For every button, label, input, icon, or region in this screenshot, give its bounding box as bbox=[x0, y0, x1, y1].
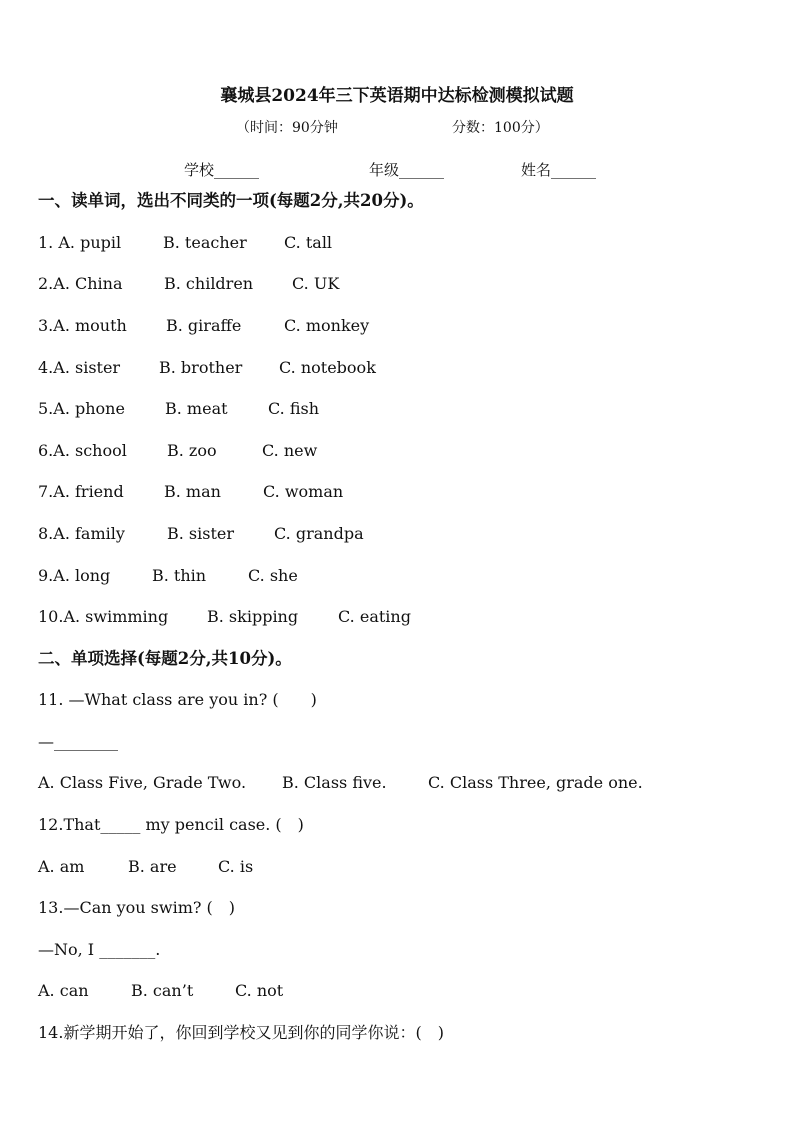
question-option-c: C. notebook bbox=[279, 358, 376, 377]
question-option-c: C. monkey bbox=[284, 316, 370, 335]
question-option-a: A. Class Five, Grade Two. bbox=[38, 773, 247, 792]
question-option-c: C. she bbox=[248, 566, 298, 585]
question-option-a: 8.A. family bbox=[38, 524, 125, 543]
question-option-b: B. skipping bbox=[207, 607, 299, 626]
question-option-b: B. can’t bbox=[131, 981, 194, 1000]
question-option-b: B. giraffe bbox=[166, 316, 242, 335]
answer-line: —No, I _______. bbox=[38, 940, 161, 959]
exam-time: （时间：90分钟 bbox=[236, 120, 338, 136]
question-option-a: 10.A. swimming bbox=[38, 607, 169, 626]
question-option-c: C. not bbox=[235, 981, 284, 1000]
page-title: 襄城县2024年三下英语期中达标检测模拟试题 bbox=[220, 86, 574, 106]
question-option-c: C. tall bbox=[284, 233, 333, 252]
question-option-a: 7.A. friend bbox=[38, 482, 124, 501]
question-option-b: B. man bbox=[164, 482, 221, 501]
question-stem: 13.—Can you swim? ( ) bbox=[38, 898, 236, 917]
section-heading: 一、读单词，选出不同类的一项(每题2分,共20分)。 bbox=[38, 191, 424, 210]
question-option-c: C. Class Three, grade one. bbox=[428, 773, 643, 792]
question-option-c: C. grandpa bbox=[274, 524, 364, 543]
question-option-b: B. thin bbox=[152, 566, 207, 585]
question-option-b: B. sister bbox=[167, 524, 235, 543]
question-option-c: C. new bbox=[262, 441, 318, 460]
question-stem: 14.新学期开始了，你回到学校又见到你的同学你说：( ) bbox=[38, 1023, 444, 1042]
question-option-b: B. teacher bbox=[163, 233, 247, 252]
question-option-b: B. Class five. bbox=[282, 773, 387, 792]
question-option-c: C. fish bbox=[268, 399, 320, 418]
exam-score: 分数：100分） bbox=[452, 120, 549, 136]
name-field: 姓名______ bbox=[521, 161, 597, 179]
question-stem: 11. —What class are you in? ( ) bbox=[38, 690, 317, 709]
question-option-a: A. can bbox=[38, 981, 89, 1000]
question-option-a: 9.A. long bbox=[38, 566, 111, 585]
question-option-a: 1. A. pupil bbox=[38, 233, 122, 252]
school-field: 学校______ bbox=[184, 161, 260, 179]
section-heading: 二、单项选择(每题2分,共10分)。 bbox=[38, 649, 292, 668]
question-option-b: B. brother bbox=[159, 358, 243, 377]
question-option-a: 6.A. school bbox=[38, 441, 127, 460]
question-option-a: 4.A. sister bbox=[38, 358, 121, 377]
question-option-a: 5.A. phone bbox=[38, 399, 125, 418]
question-option-c: C. woman bbox=[263, 482, 344, 501]
question-option-c: C. eating bbox=[338, 607, 411, 626]
question-option-b: B. meat bbox=[165, 399, 228, 418]
question-option-b: B. children bbox=[164, 274, 254, 293]
question-option-a: A. am bbox=[38, 857, 85, 876]
answer-line: —________ bbox=[38, 732, 118, 751]
question-option-c: C. UK bbox=[292, 274, 340, 293]
question-option-a: 3.A. mouth bbox=[38, 316, 127, 335]
grade-field: 年级______ bbox=[369, 161, 445, 179]
question-option-a: 2.A. China bbox=[38, 274, 123, 293]
question-option-b: B. are bbox=[128, 857, 177, 876]
question-option-b: B. zoo bbox=[167, 441, 217, 460]
question-stem: 12.That_____ my pencil case. ( ) bbox=[38, 815, 304, 834]
question-option-c: C. is bbox=[218, 857, 254, 876]
